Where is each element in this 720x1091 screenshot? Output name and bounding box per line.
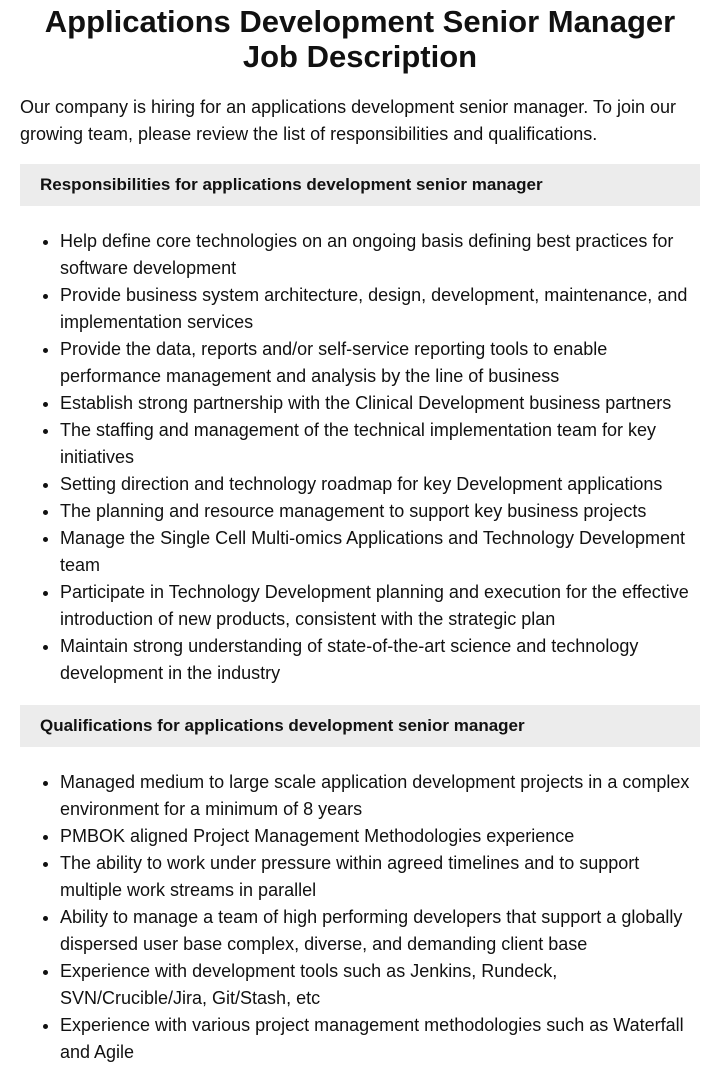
list-item: • Establish strong partnership with the Clinical Development business partners: [60, 390, 700, 417]
intro-text: Our company is hiring for an applications development senior manager. To join our growing team, please review the list of responsibilities and qualifications.: [20, 97, 677, 144]
list-item: • Provide business system architecture, design, development, maintenance, and implementation services: [60, 282, 700, 336]
list-item: • The planning and resource management to support key business projects: [60, 498, 700, 525]
list-item: • Manage the Single Cell Multi-omics Applications and Technology Development team: [60, 525, 700, 579]
list-item: • Maintain strong understanding of state-of-the-art science and technology development in the industry: [60, 633, 700, 687]
list-item: • The staffing and management of the technical implementation team for key initiatives: [60, 417, 700, 471]
responsibilities-heading: Responsibilities for applications development senior manager: [20, 164, 700, 206]
list-item: • Experience with various project management methodologies such as Waterfall and Agile: [60, 1012, 700, 1066]
list-item: • Help define core technologies on an ongoing basis defining best practices for software development: [60, 228, 700, 282]
list-item: • The ability to work under pressure within agreed timelines and to support multiple work streams in parallel: [60, 850, 700, 904]
list-item: • Participate in Technology Development planning and execution for the effective introduction of new products, consistent with the strategic plan: [60, 579, 700, 633]
list-item: • Managed medium to large scale application development projects in a complex environment for a minimum of 8 years: [60, 769, 700, 823]
responsibilities-list: [20, 228, 700, 687]
page-title: Applications Development Senior Manager Job Description: [44, 4, 676, 74]
list-item: • Provide the data, reports and/or self-service reporting tools to enable performance management and analysis by the line of business: [60, 336, 700, 390]
qualifications-list: [20, 769, 700, 1066]
qualifications-heading: Qualifications for applications development senior manager: [20, 705, 700, 747]
list-item: • Ability to manage a team of high performing developers that support a globally dispersed user base complex, diverse, and demanding client base: [60, 904, 700, 958]
list-item: • PMBOK aligned Project Management Methodologies experience: [60, 823, 700, 850]
list-item: • Setting direction and technology roadmap for key Development applications: [60, 471, 700, 498]
list-item: • Experience with development tools such as Jenkins, Rundeck, SVN/Crucible/Jira, Git/Stash, etc: [60, 958, 700, 1012]
